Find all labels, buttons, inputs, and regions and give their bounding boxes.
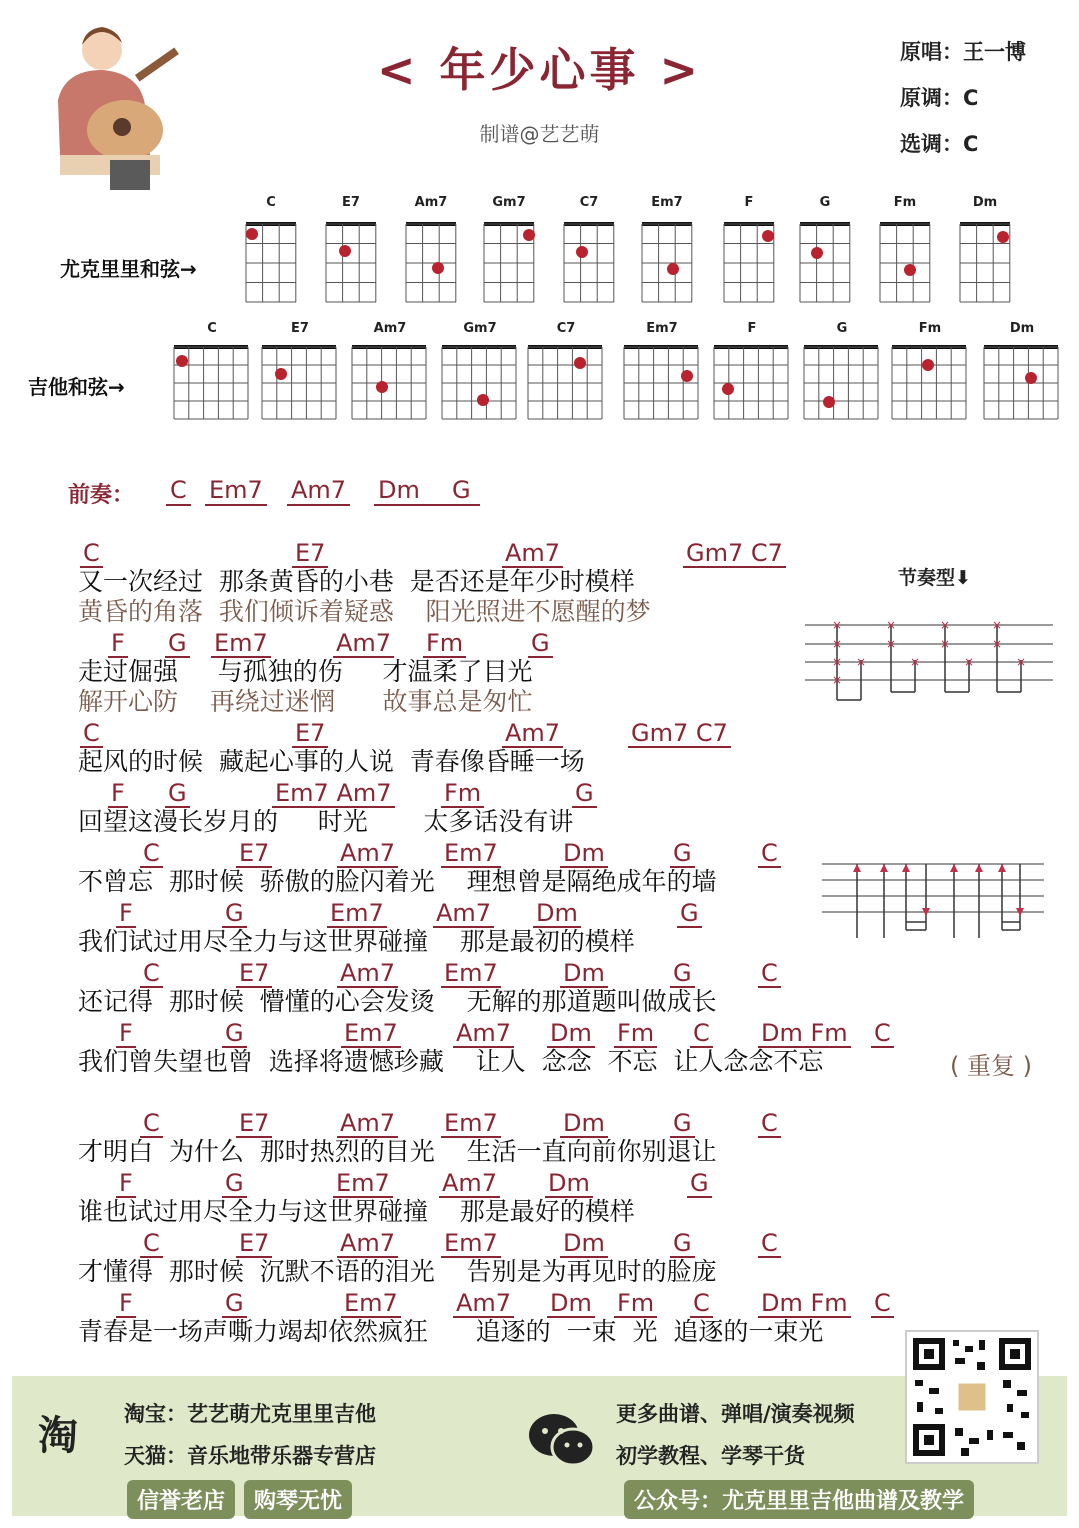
lyric-chord: Em7 Am7 [272, 780, 395, 808]
song-title: < 年少心事 > [376, 43, 703, 97]
svg-text:×: × [910, 655, 921, 669]
svg-text:×: × [940, 618, 951, 632]
guitar-chord-name: F [747, 321, 757, 336]
lyric-chord: Fm [423, 630, 466, 658]
guitar-chord-name: Fm [918, 321, 942, 336]
lyric-chord: Em7 [341, 1020, 401, 1048]
repeat-note: ( 重复 ) [950, 1052, 1032, 1080]
svg-text:×: × [856, 655, 867, 669]
intro-chord: C [166, 476, 191, 506]
ukulele-chord-diagram [562, 212, 618, 308]
ukulele-chord-diagram [878, 212, 934, 308]
ukulele-chord-name: Am7 [414, 195, 448, 210]
lyric-chord: E7 [236, 840, 272, 868]
lyric-chord: C [690, 1020, 713, 1048]
intro-chord: Am7 [287, 476, 350, 506]
lyric-chord: Gm7 C7 [683, 540, 786, 568]
rhythm-pattern-2 [822, 858, 1047, 947]
intro-chord: Em7 [205, 476, 267, 506]
svg-text:×: × [992, 637, 1003, 651]
lyric-chord: Em7 [441, 960, 501, 988]
lyric-chord: G [222, 1290, 247, 1318]
ukulele-chord-name: C [266, 195, 276, 210]
lyric-chord: Dm [547, 1290, 595, 1318]
ukulele-chord-diagram [640, 212, 696, 308]
lyric-line-verse2: 解开心防 再绕过迷惘 故事总是匆忙 [78, 687, 533, 716]
ukulele-chord-name: Em7 [651, 195, 683, 210]
lyric-chord: G [165, 780, 190, 808]
lyric-chord: Dm [560, 1230, 608, 1258]
lyric-line: 才明白 为什么 那时热烈的目光 生活一直向前你别退让 [78, 1137, 717, 1166]
ukulele-chord-diagram [722, 212, 778, 308]
lyric-chord: Fm [614, 1020, 657, 1048]
lyric-chord: E7 [292, 540, 328, 568]
lyric-chord: F [116, 1290, 136, 1318]
lyric-chord: F [116, 900, 136, 928]
lyric-chord: C [758, 1110, 781, 1138]
lyric-line: 我们试过用尽全力与这世界碰撞 那是最初的模样 [78, 927, 635, 956]
original-key: 原调：C [900, 86, 979, 110]
lyric-line: 起风的时候 藏起心事的人说 青春像昏睡一场 [78, 747, 585, 776]
guitar-chord-diagram [350, 343, 430, 425]
svg-text:×: × [1016, 655, 1027, 669]
intro-label: 前奏： [68, 483, 135, 508]
ukulele-chord-diagram [244, 212, 300, 308]
ukulele-chord-diagram [958, 212, 1014, 308]
ukulele-chord-name: Fm [893, 195, 917, 210]
lyric-line-verse2: 黄昏的角落 我们倾诉着疑惑 阳光照进不愿醒的梦 [78, 597, 651, 626]
lyric-chord: Dm [533, 900, 581, 928]
svg-text:×: × [886, 618, 897, 632]
lyric-chord: Dm [560, 840, 608, 868]
lyric-chord: G [670, 840, 695, 868]
ukulele-chords-label: 尤克里里和弦→ [60, 257, 197, 281]
guitar-chord-name: Dm [1009, 321, 1035, 336]
guitar-chord-diagram [260, 343, 340, 425]
svg-text:×: × [992, 618, 1003, 632]
svg-text:×: × [832, 637, 843, 651]
arranger-credit: 制谱@艺艺萌 [479, 122, 600, 146]
lyric-line: 走过倔强 与孤独的伤 才温柔了目光 [78, 657, 533, 686]
rhythm-pattern-label: 节奏型⬇ [898, 567, 971, 589]
lyric-line: 回望这漫长岁月的 时光 太多话没有讲 [78, 807, 574, 836]
ukulele-chord-diagram [798, 212, 854, 308]
lyric-chord: E7 [236, 960, 272, 988]
tmall-shop: 天猫：音乐地带乐器专营店 [124, 1444, 376, 1468]
lyric-chord: F [108, 780, 128, 808]
lyric-chord: Am7 [453, 1290, 514, 1318]
lyric-chord: Em7 [211, 630, 271, 658]
lyric-line: 谁也试过用尽全力与这世界碰撞 那是最好的模样 [78, 1197, 635, 1226]
lyric-chord: G [528, 630, 553, 658]
lyric-chord: G [670, 960, 695, 988]
lyric-chord: G [677, 900, 702, 928]
ukulele-chord-name: E7 [342, 195, 360, 210]
guitar-chord-name: C7 [556, 321, 576, 336]
lyric-chord: G [222, 900, 247, 928]
taobao-icon: 淘 [38, 1413, 78, 1459]
lyric-chord: Am7 [502, 540, 563, 568]
lyric-chord: F [116, 1020, 136, 1048]
lyric-chord: G [222, 1170, 247, 1198]
lyric-chord: G [687, 1170, 712, 1198]
lyric-chord: C [758, 960, 781, 988]
lyric-chord: Gm7 C7 [628, 720, 731, 748]
guitar-chord-name: Gm7 [463, 321, 497, 336]
more-resources: 更多曲谱、弹唱/演奏视频 [616, 1402, 855, 1426]
lyric-chord: Em7 [333, 1170, 393, 1198]
lyric-chord: C [140, 1110, 163, 1138]
lyric-chord: Em7 [441, 1110, 501, 1138]
lyric-chord: Dm Fm [758, 1290, 851, 1318]
guitar-chord-name: C [207, 321, 217, 336]
lyric-chord: F [108, 630, 128, 658]
guitar-chord-name: G [836, 321, 848, 336]
lyric-chord: Fm [441, 780, 484, 808]
lyric-chord: Am7 [439, 1170, 500, 1198]
lyric-chord: Am7 [337, 840, 398, 868]
svg-text:×: × [964, 655, 975, 669]
ukulele-chord-name: Gm7 [492, 195, 526, 210]
lyric-chord: Am7 [502, 720, 563, 748]
lyric-line: 不曾忘 那时候 骄傲的脸闪着光 理想曾是隔绝成年的墙 [78, 867, 717, 896]
guitar-chord-diagram [890, 343, 970, 425]
intro-chord: G [452, 476, 471, 504]
lyric-chord: C [140, 840, 163, 868]
guitar-chord-name: E7 [291, 321, 309, 336]
wechat-account: 公众号：尤克里里吉他曲谱及教学 [624, 1480, 974, 1519]
guitar-chords-label: 吉他和弦→ [28, 375, 125, 399]
lyric-chord: Dm [545, 1170, 593, 1198]
intro-chord: Dm [374, 476, 480, 506]
lyric-chord: Fm [614, 1290, 657, 1318]
lyric-chord: G [670, 1230, 695, 1258]
lyric-line: 还记得 那时候 懵懂的心会发烫 无解的那道题叫做成长 [78, 987, 717, 1016]
lyric-chord: Dm [560, 1110, 608, 1138]
svg-text:×: × [832, 673, 843, 687]
lyric-chord: F [116, 1170, 136, 1198]
slogan-badge: 信誉老店 [127, 1480, 235, 1519]
lyric-chord: C [140, 1230, 163, 1258]
lyric-chord: Am7 [453, 1020, 514, 1048]
lyric-chord: G [222, 1020, 247, 1048]
svg-text:×: × [940, 637, 951, 651]
lyric-chord: C [758, 1230, 781, 1258]
selected-key: 选调：C [900, 132, 979, 156]
lyric-chord: Em7 [441, 840, 501, 868]
slogan-badge: 购琴无忧 [244, 1480, 352, 1519]
guitar-chord-diagram [526, 343, 606, 425]
lyric-chord: Dm [547, 1020, 595, 1048]
lyric-chord: E7 [292, 720, 328, 748]
svg-text:×: × [832, 618, 843, 632]
lyric-chord: C [758, 840, 781, 868]
ukulele-chord-diagram [482, 212, 538, 308]
lyric-chord: E7 [236, 1110, 272, 1138]
ukulele-chord-diagram [324, 212, 380, 308]
guitar-chord-diagram [172, 343, 252, 425]
lyric-chord: Em7 [441, 1230, 501, 1258]
qr-code[interactable] [905, 1330, 1039, 1464]
ukulele-chord-name: Dm [972, 195, 998, 210]
lyric-chord: Am7 [337, 1230, 398, 1258]
original-singer: 原唱：王一博 [900, 40, 1026, 64]
lyric-line: 我们曾失望也曾 选择将遗憾珍藏 让人 念念 不忘 让人念念不忘 [78, 1047, 824, 1076]
guitar-chord-diagram [622, 343, 702, 425]
lyric-line: 又一次经过 那条黄昏的小巷 是否还是年少时模样 [78, 567, 635, 596]
guitar-chord-diagram [440, 343, 520, 425]
ukulele-chord-name: C7 [579, 195, 599, 210]
lyric-chord: Am7 [433, 900, 494, 928]
wechat-icon [527, 1411, 597, 1473]
lyric-chord: G [572, 780, 597, 808]
guitar-chord-diagram [712, 343, 792, 425]
guitar-chord-diagram [982, 343, 1062, 425]
ukulele-chord-name: F [744, 195, 754, 210]
taobao-shop: 淘宝：艺艺萌尤克里里吉他 [124, 1402, 376, 1426]
tutorials: 初学教程、学琴干货 [616, 1444, 805, 1468]
lyric-chord: Em7 [327, 900, 387, 928]
lyric-chord: C [690, 1290, 713, 1318]
lyric-line: 才懂得 那时候 沉默不语的泪光 告别是为再见时的脸庞 [78, 1257, 717, 1286]
ukulele-chord-diagram [404, 212, 460, 308]
lyric-line: 青春是一场声嘶力竭却依然疯狂 追逐的 一束 光 追逐的一束光 [78, 1317, 824, 1346]
guitar-chord-name: Em7 [646, 321, 678, 336]
lyric-chord: Em7 [341, 1290, 401, 1318]
lyric-chord: E7 [236, 1230, 272, 1258]
lyric-chord: G [165, 630, 190, 658]
guitar-chord-name: Am7 [373, 321, 407, 336]
guitar-chord-diagram [802, 343, 882, 425]
lyric-chord: C [871, 1290, 894, 1318]
ukulele-chord-name: G [819, 195, 831, 210]
rhythm-pattern-1 [805, 610, 1055, 709]
lyric-chord: G [670, 1110, 695, 1138]
lyric-chord: C [871, 1020, 894, 1048]
lyric-chord: Am7 [337, 1110, 398, 1138]
svg-text:×: × [832, 655, 843, 669]
lyric-chord: Dm [560, 960, 608, 988]
svg-text:×: × [886, 637, 897, 651]
lyric-chord: Am7 [333, 630, 394, 658]
lyric-chord: C [80, 720, 103, 748]
lyric-chord: Dm Fm [758, 1020, 851, 1048]
lyric-chord: C [80, 540, 103, 568]
lyric-chord: C [140, 960, 163, 988]
lyric-chord: Am7 [337, 960, 398, 988]
